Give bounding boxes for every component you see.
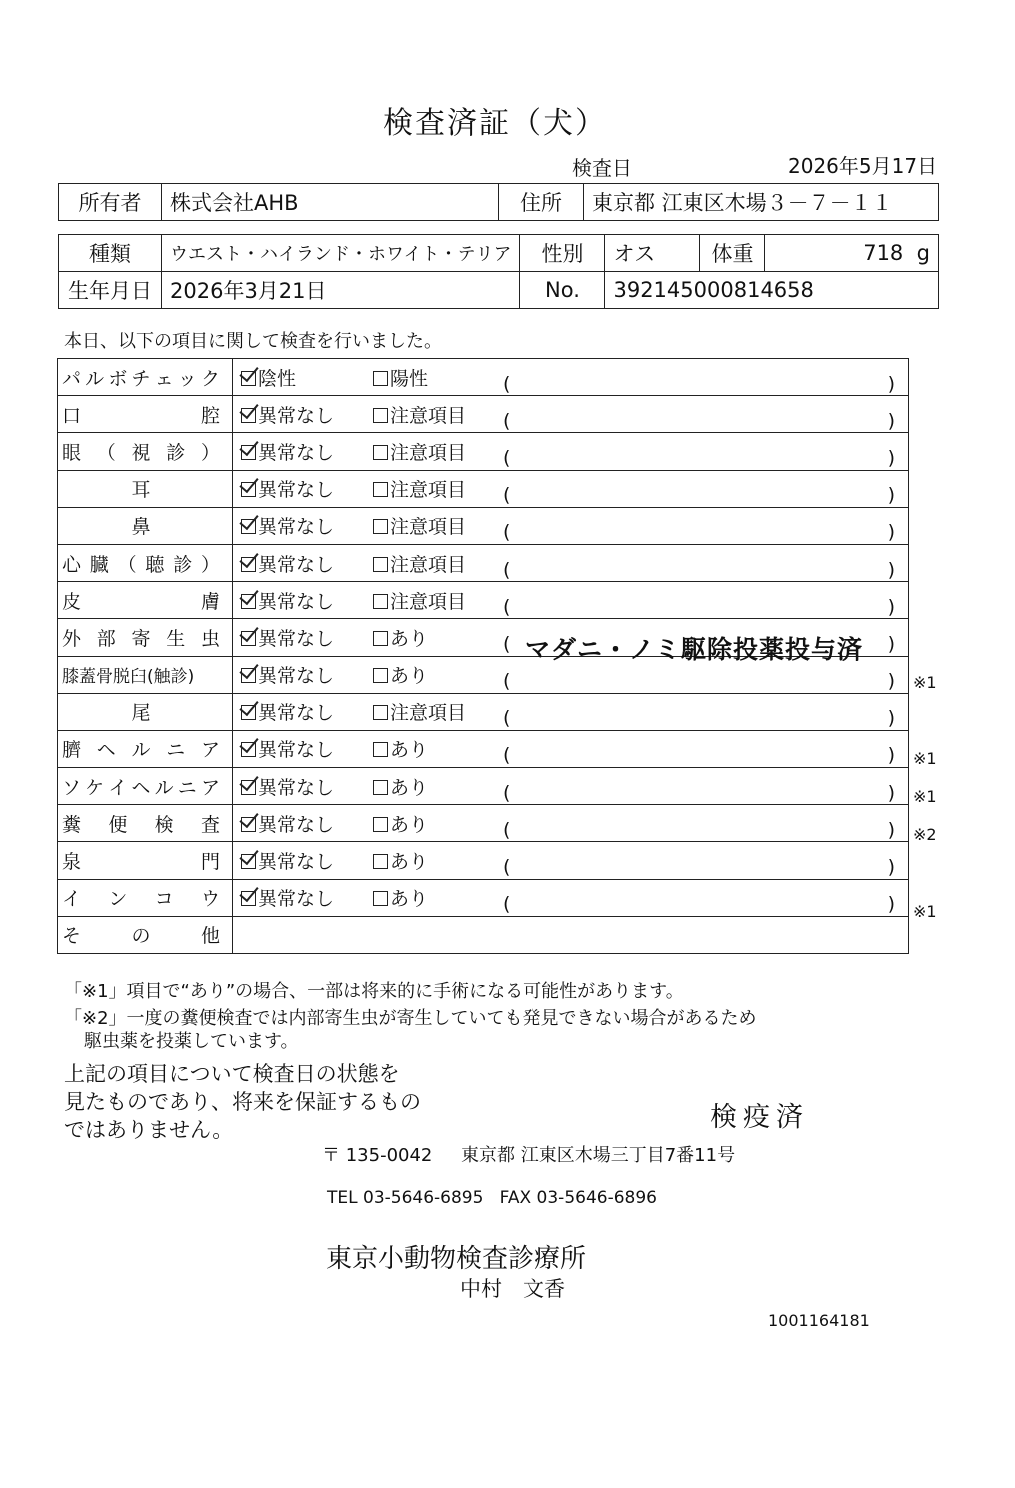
item-label-cell bbox=[58, 359, 233, 396]
item-result-cell bbox=[233, 879, 909, 916]
unchecked-checkbox[interactable] bbox=[373, 445, 388, 460]
checked-checkbox[interactable] bbox=[241, 817, 256, 832]
postal-code: 〒 135-0042 bbox=[322, 1145, 433, 1166]
clinic-fax: FAX 03-5646-6896 bbox=[499, 1188, 657, 1208]
address-value: 東京都 江東区木場３－７－１１ bbox=[584, 184, 939, 221]
item-row bbox=[58, 433, 909, 470]
item-result-cell bbox=[233, 582, 909, 619]
item-label: 鼻 bbox=[131, 516, 151, 539]
item-result-cell bbox=[233, 842, 909, 879]
item-label: パ ル ボ チ ェ ッ ク bbox=[62, 367, 220, 390]
option-normal: 異常なし bbox=[258, 479, 335, 502]
option-abnormal: 注意項目 bbox=[390, 441, 467, 464]
owner-table bbox=[58, 183, 939, 221]
option-abnormal: あり bbox=[390, 813, 429, 836]
sex-label: 性別 bbox=[520, 235, 605, 272]
option-abnormal: 注意項目 bbox=[390, 479, 467, 502]
birth-label: 生年月日 bbox=[59, 272, 162, 309]
close-paren: ) bbox=[887, 893, 895, 916]
item-label-cell bbox=[58, 507, 233, 544]
unchecked-checkbox[interactable] bbox=[373, 891, 388, 906]
option-normal: 陰性 bbox=[258, 367, 297, 390]
option-abnormal: 注意項目 bbox=[390, 553, 467, 576]
item-label: 口 腔 bbox=[62, 404, 220, 427]
unchecked-checkbox[interactable] bbox=[373, 668, 388, 683]
option-normal: 異常なし bbox=[258, 553, 335, 576]
item-row bbox=[58, 619, 909, 656]
open-paren: ( bbox=[503, 744, 511, 767]
open-paren: ( bbox=[503, 670, 511, 693]
checked-checkbox[interactable] bbox=[241, 668, 256, 683]
item-row bbox=[58, 359, 909, 396]
item-label-cell bbox=[58, 768, 233, 805]
item-result-cell bbox=[233, 805, 909, 842]
close-paren: ) bbox=[887, 558, 895, 581]
no-label: No. bbox=[520, 272, 605, 309]
footnote-mark: ※1 bbox=[913, 787, 937, 807]
unchecked-checkbox[interactable] bbox=[373, 631, 388, 646]
checked-checkbox[interactable] bbox=[241, 742, 256, 757]
option-normal: 異常なし bbox=[258, 888, 335, 911]
checked-checkbox[interactable] bbox=[241, 408, 256, 423]
item-result-cell bbox=[233, 619, 909, 664]
item-label-cell bbox=[58, 730, 233, 767]
item-label-cell bbox=[58, 470, 233, 507]
item-row bbox=[58, 768, 909, 805]
clinic-contact-line bbox=[327, 1188, 657, 1208]
option-abnormal: 注意項目 bbox=[390, 404, 467, 427]
item-label-cell bbox=[58, 544, 233, 581]
weight-value: 718 bbox=[863, 241, 904, 265]
close-paren: ) bbox=[887, 856, 895, 879]
item-row bbox=[58, 544, 909, 581]
open-paren: ( bbox=[503, 409, 511, 432]
checked-checkbox[interactable] bbox=[241, 594, 256, 609]
no-value: 392145000814658 bbox=[605, 272, 939, 309]
item-label-cell bbox=[58, 842, 233, 879]
certificate-title: 検査済証（犬） bbox=[383, 106, 607, 141]
quarantine-stamp: 検疫済 bbox=[710, 1102, 809, 1133]
open-paren: ( bbox=[503, 595, 511, 618]
option-normal: 異常なし bbox=[258, 665, 335, 688]
item-row bbox=[58, 470, 909, 507]
footnote-mark: ※1 bbox=[913, 749, 937, 768]
unchecked-checkbox[interactable] bbox=[373, 371, 388, 386]
item-label: 耳 bbox=[131, 479, 151, 502]
open-paren: ( bbox=[503, 781, 511, 804]
item-row bbox=[58, 805, 909, 842]
close-paren: ) bbox=[887, 595, 895, 618]
breed-value: ウエスト・ハイランド・ホワイト・テリア bbox=[162, 235, 520, 272]
close-paren: ) bbox=[887, 670, 895, 693]
checked-checkbox[interactable] bbox=[241, 519, 256, 534]
item-result-cell bbox=[233, 433, 909, 470]
item-label: 眼 （ 視 診 ） bbox=[62, 441, 220, 464]
item-label-cell bbox=[58, 396, 233, 433]
open-paren: ( bbox=[503, 446, 511, 469]
clinic-address: 東京都 江東区木場三丁目7番11号 bbox=[461, 1145, 736, 1166]
option-abnormal: あり bbox=[390, 627, 429, 650]
unchecked-checkbox[interactable] bbox=[373, 519, 388, 534]
owner-label: 所有者 bbox=[59, 184, 162, 221]
note-2-cont: 駆虫薬を投薬しています。 bbox=[84, 1031, 299, 1052]
open-paren: ( bbox=[503, 893, 511, 916]
unchecked-checkbox[interactable] bbox=[373, 780, 388, 795]
option-normal: 異常なし bbox=[258, 851, 335, 874]
unchecked-checkbox[interactable] bbox=[373, 742, 388, 757]
open-paren: ( bbox=[503, 707, 511, 730]
open-paren: ( bbox=[503, 632, 511, 655]
option-normal: 異常なし bbox=[258, 739, 335, 762]
item-result-cell bbox=[233, 730, 909, 767]
item-row bbox=[58, 730, 909, 767]
item-row bbox=[58, 879, 909, 916]
item-label-cell bbox=[58, 656, 233, 693]
checked-checkbox[interactable] bbox=[241, 780, 256, 795]
footnote-mark: ※1 bbox=[913, 901, 937, 921]
option-abnormal: 注意項目 bbox=[390, 702, 467, 725]
open-paren: ( bbox=[503, 484, 511, 507]
option-normal: 異常なし bbox=[258, 776, 335, 799]
option-abnormal: あり bbox=[390, 665, 429, 688]
close-paren: ) bbox=[887, 409, 895, 432]
item-label-cell bbox=[58, 805, 233, 842]
owner-value: 株式会社AHB bbox=[162, 184, 499, 221]
checked-checkbox[interactable] bbox=[241, 557, 256, 572]
item-label: 皮 膚 bbox=[62, 590, 220, 613]
item-result-cell bbox=[233, 768, 909, 805]
other-label-cell bbox=[58, 916, 233, 953]
checked-checkbox[interactable] bbox=[241, 445, 256, 460]
checked-checkbox[interactable] bbox=[241, 482, 256, 497]
item-label-cell bbox=[58, 693, 233, 730]
close-paren: ) bbox=[887, 818, 895, 841]
other-label: そ の 他 bbox=[62, 925, 220, 948]
unchecked-checkbox[interactable] bbox=[373, 817, 388, 832]
other-value-cell bbox=[233, 916, 909, 953]
option-abnormal: あり bbox=[390, 888, 429, 911]
clinic-address-line bbox=[322, 1141, 735, 1167]
unchecked-checkbox[interactable] bbox=[373, 408, 388, 423]
item-label-cell bbox=[58, 619, 233, 656]
note-1: 「※1」項目で“あり”の場合、一部は将来的に手術になる可能性があります。 bbox=[64, 981, 684, 1002]
open-paren: ( bbox=[503, 856, 511, 879]
item-row bbox=[58, 396, 909, 433]
option-normal: 異常なし bbox=[258, 404, 335, 427]
option-normal: 異常なし bbox=[258, 590, 335, 613]
close-paren: ) bbox=[887, 781, 895, 804]
item-result-cell bbox=[233, 359, 909, 396]
option-abnormal: 注意項目 bbox=[390, 516, 467, 539]
item-label: ソ ケ イ ヘ ル ニ ア bbox=[62, 776, 220, 799]
close-paren: ) bbox=[887, 484, 895, 507]
unchecked-checkbox[interactable] bbox=[373, 557, 388, 572]
option-abnormal: 陽性 bbox=[390, 367, 429, 390]
option-abnormal: あり bbox=[390, 851, 429, 874]
clinic-tel: TEL 03-5646-6895 bbox=[327, 1188, 484, 1208]
option-normal: 異常なし bbox=[258, 702, 335, 725]
exam-date: 2026年5月17日 bbox=[788, 154, 938, 178]
checked-checkbox[interactable] bbox=[241, 891, 256, 906]
close-paren: ) bbox=[887, 521, 895, 544]
disclaimer-line-1: 上記の項目について検査日の状態を bbox=[64, 1062, 400, 1086]
footnote-mark: ※2 bbox=[913, 825, 937, 845]
open-paren: ( bbox=[503, 372, 511, 395]
close-paren: ) bbox=[887, 372, 895, 395]
unchecked-checkbox[interactable] bbox=[373, 594, 388, 609]
sex-value: オス bbox=[605, 235, 700, 272]
pet-table bbox=[58, 234, 939, 309]
option-normal: 異常なし bbox=[258, 627, 335, 650]
unchecked-checkbox[interactable] bbox=[373, 705, 388, 720]
disclaimer-line-3: ではありません。 bbox=[64, 1118, 234, 1142]
item-label: 心 臓 （ 聴 診 ） bbox=[62, 553, 220, 576]
item-label: 尾 bbox=[131, 702, 151, 725]
clinic-name: 東京小動物検査診療所 bbox=[326, 1244, 587, 1274]
weight-cell bbox=[765, 235, 939, 272]
serial-number: 1001164181 bbox=[768, 1311, 870, 1330]
weight-label: 体重 bbox=[700, 235, 765, 272]
disclaimer bbox=[64, 1060, 444, 1144]
item-row bbox=[58, 507, 909, 544]
exam-date-label: 検査日 bbox=[572, 156, 632, 180]
intro-text: 本日、以下の項目に関して検査を行いました。 bbox=[64, 331, 442, 352]
checked-checkbox[interactable] bbox=[241, 705, 256, 720]
weight-unit: g bbox=[916, 241, 930, 265]
close-paren: ) bbox=[887, 632, 895, 655]
item-note: マダニ・ノミ駆除投薬投与済 bbox=[525, 634, 864, 664]
close-paren: ) bbox=[887, 446, 895, 469]
checked-checkbox[interactable] bbox=[241, 854, 256, 869]
close-paren: ) bbox=[887, 744, 895, 767]
item-label: イ ン コ ウ bbox=[62, 888, 220, 911]
inspection-items-table bbox=[57, 358, 909, 954]
doctor-name: 中村 文香 bbox=[460, 1277, 565, 1301]
item-result-cell bbox=[233, 507, 909, 544]
item-label-cell bbox=[58, 879, 233, 916]
unchecked-checkbox[interactable] bbox=[373, 854, 388, 869]
birth-value: 2026年3月21日 bbox=[162, 272, 520, 309]
item-label: 泉 門 bbox=[62, 851, 220, 874]
option-abnormal: あり bbox=[390, 776, 429, 799]
breed-label: 種類 bbox=[59, 235, 162, 272]
item-label-cell bbox=[58, 433, 233, 470]
unchecked-checkbox[interactable] bbox=[373, 482, 388, 497]
item-result-cell bbox=[233, 544, 909, 581]
item-row bbox=[58, 693, 909, 730]
item-result-cell bbox=[233, 693, 909, 730]
option-normal: 異常なし bbox=[258, 441, 335, 464]
open-paren: ( bbox=[503, 558, 511, 581]
item-result-cell bbox=[233, 396, 909, 433]
close-paren: ) bbox=[887, 707, 895, 730]
note-2: 「※2」一度の糞便検査では内部寄生虫が寄生していても発見できない場合があるため bbox=[64, 1008, 757, 1029]
item-row bbox=[58, 582, 909, 619]
option-abnormal: 注意項目 bbox=[390, 590, 467, 613]
option-abnormal: あり bbox=[390, 739, 429, 762]
option-normal: 異常なし bbox=[258, 516, 335, 539]
item-label-cell bbox=[58, 582, 233, 619]
open-paren: ( bbox=[503, 521, 511, 544]
checked-checkbox[interactable] bbox=[241, 371, 256, 386]
checked-checkbox[interactable] bbox=[241, 631, 256, 646]
disclaimer-line-2: 見たものであり、将来を保証するもの bbox=[64, 1090, 421, 1114]
address-label: 住所 bbox=[499, 184, 584, 221]
item-row-other bbox=[58, 916, 909, 953]
item-row bbox=[58, 842, 909, 879]
item-result-cell bbox=[233, 470, 909, 507]
footnote-mark: ※1 bbox=[913, 672, 937, 692]
item-label: 糞 便 検 査 bbox=[62, 813, 220, 836]
item-label: 臍 ヘ ル ニ ア bbox=[62, 739, 220, 762]
option-normal: 異常なし bbox=[258, 813, 335, 836]
item-label: 膝蓋骨脱臼(触診) bbox=[62, 667, 195, 688]
open-paren: ( bbox=[503, 818, 511, 841]
item-label: 外 部 寄 生 虫 bbox=[62, 627, 220, 650]
